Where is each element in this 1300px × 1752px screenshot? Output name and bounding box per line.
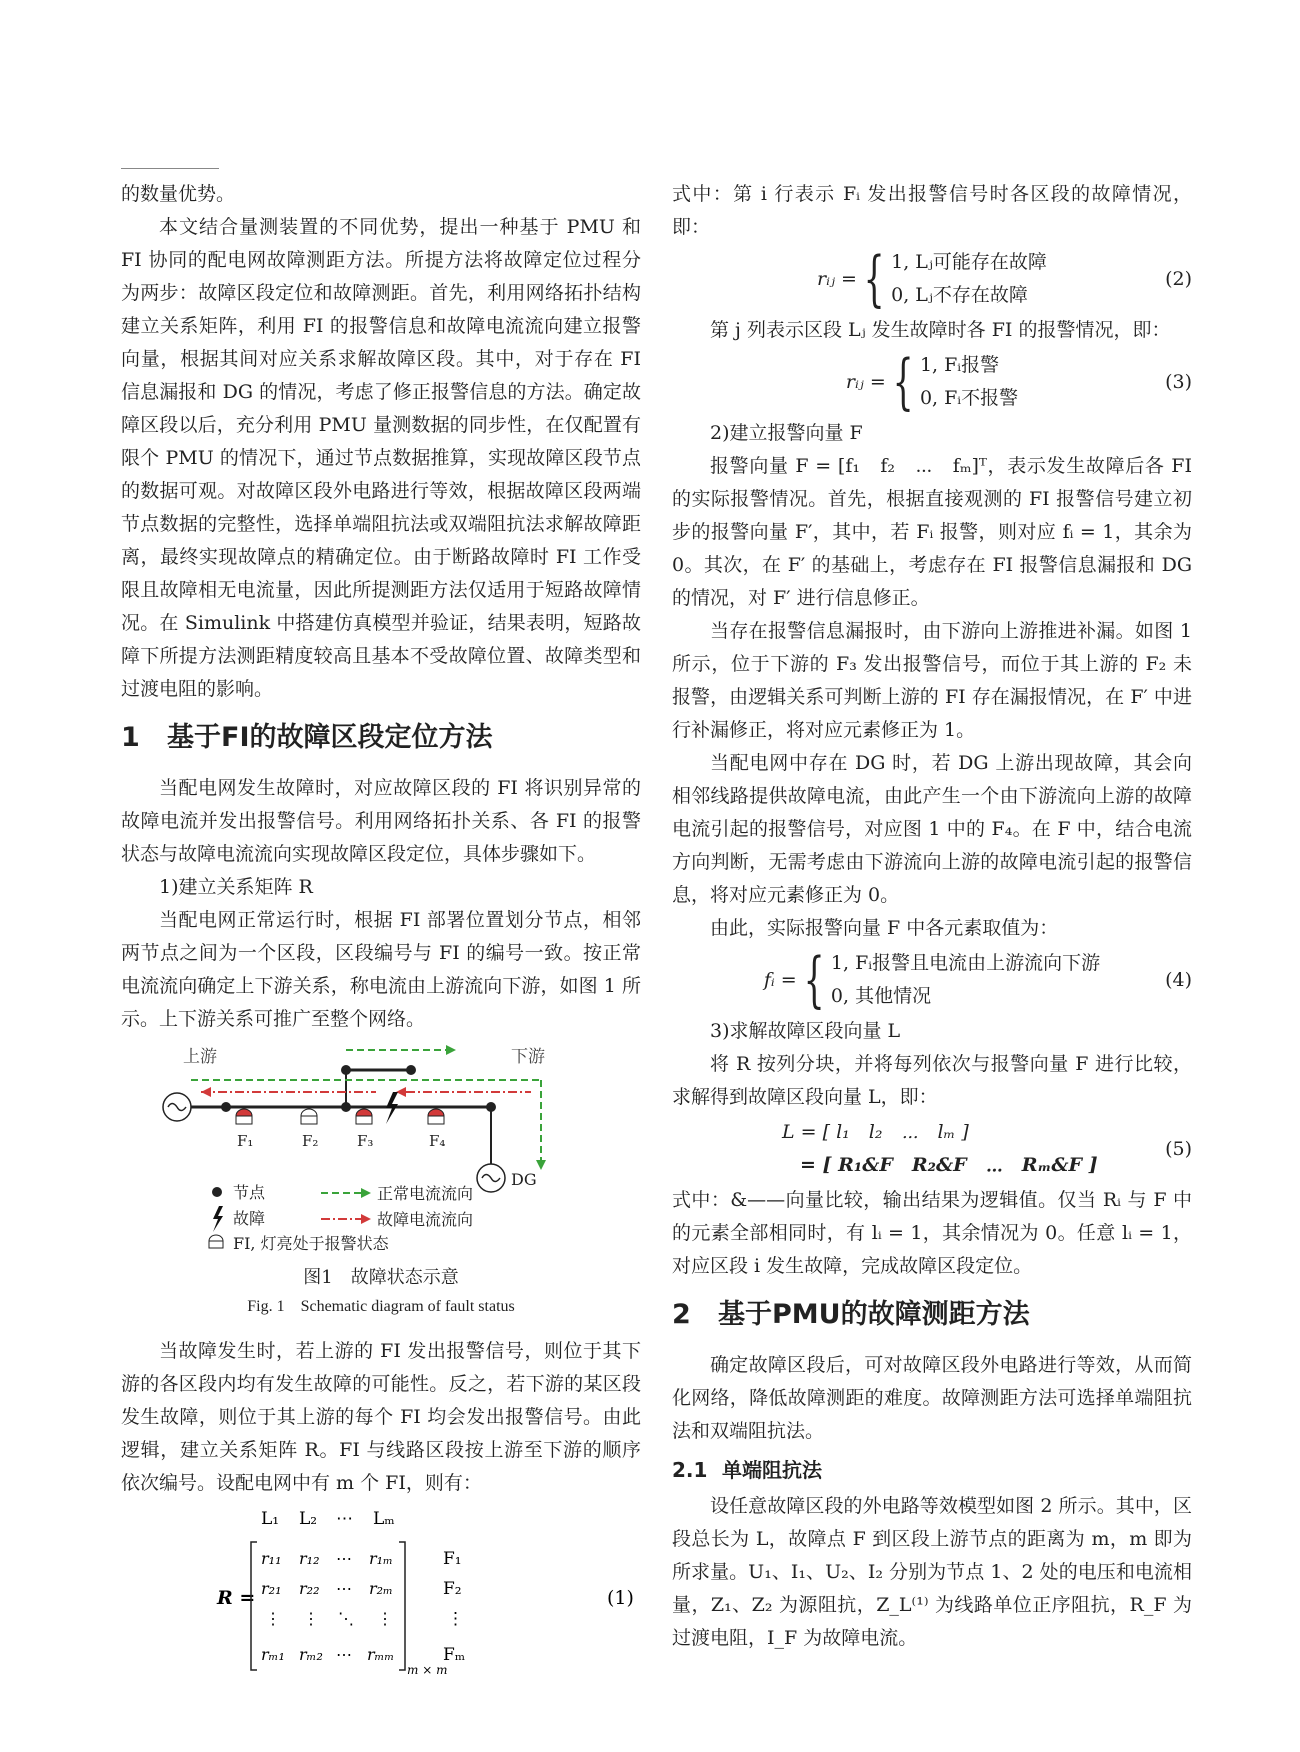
paragraph: 本文结合量测装置的不同优势，提出一种基于 PMU 和 FI 协同的配电网故障测距方法。所提方法将故障定位过程分为两步：故障区段定位和故障测距。首先，利用网络拓扑结构建立关系矩阵，利用 FI 的报警信息和故障电流流向建立报警向量，根据其间对应关系求解故障区段。其中，对于存在 FI 信息漏报和 DG 的情况，考虑了修正报警信息的方法。确定故障区段以后，充分利用 PMU 量测数据的同步性，在仅配置有限个 PMU 的情况下，通过节点数据推算，实现故障区段节点的数据可观。对故障区段外电路进行等效，根据故障区段两端节点数据的完整性，选择单端阻抗法或双端阻抗法求解故障距离，最终实现故障点的精确定位。由于断路故障时 FI 工作受限且故障相无电流量，因此所提测距方法仅适用于短路故障情况。在 Simulink 中搭建仿真模型并验证，结果表明，短路故障下所提方法测距精度较高且基本不受故障位置、故障类型和过渡电阻的影响。 — [121, 216, 641, 700]
right-column — [672, 178, 1192, 1655]
paragraph: 式中：&——向量比较，输出结果为逻辑值。仅当 Rᵢ 与 F 中的元素全部相同时，有 lᵢ = 1，其余情况为 0。任意 lᵢ = 1，对应区段 i 发生故障，完成故障区段定位。 — [672, 1189, 1192, 1277]
equation-1 — [121, 1504, 641, 1699]
legend-normal: 正常电流流向 — [377, 1184, 474, 1203]
case-line: 1, Fᵢ报警且电流由上游流向下游 — [830, 952, 1101, 974]
cases — [886, 349, 1018, 415]
equation-lhs: rᵢⱼ = — [817, 268, 857, 290]
matrix-cell: rₘₘ — [367, 1645, 395, 1664]
matrix-bracket-right — [399, 1542, 405, 1670]
paragraph: 当故障发生时，若上游的 FI 发出报警信号，则位于其下游的各区段内均有发生故障的可能性。反之，若下游的某区段发生故障，则位于其上游的每个 FI 均会发出报警信号。由此逻辑，建立关系矩阵 R。FI 与线路区段按上游至下游的顺序依次编号。设配电网中有 m 个 FI，则有： — [121, 1340, 641, 1494]
footnote-rule — [121, 168, 219, 169]
legend-fi: FI, 灯亮处于报警状态 — [233, 1234, 389, 1253]
fi-icon — [356, 1109, 372, 1124]
matrix-cell: ⋮ — [377, 1609, 393, 1628]
matrix-row-head: F₂ — [443, 1579, 462, 1599]
equation-3 — [672, 349, 1192, 415]
legend-node-icon — [212, 1187, 222, 1197]
section-number: 1 — [121, 722, 140, 753]
brace-icon: { — [803, 945, 825, 1015]
paragraph: 式中：第 i 行表示 Fᵢ 发出报警信号时各区段的故障情况，即： — [672, 183, 1192, 238]
step-heading: 1)建立关系矩阵 R — [159, 876, 313, 898]
matrix-cell: r₁₂ — [299, 1549, 320, 1568]
paragraph: 将 R 按列分块，并将每列依次与报警向量 F 进行比较，求解得到故障区段向量 L，即： — [672, 1053, 1192, 1108]
matrix-cell: ⋮ — [303, 1609, 319, 1628]
matrix-cell: r₁ₘ — [369, 1549, 393, 1568]
section-heading — [672, 1297, 1192, 1333]
matrix-cell: ⋯ — [336, 1579, 352, 1598]
fi-icon — [428, 1109, 444, 1124]
case-line: 0, 其他情况 — [830, 985, 932, 1007]
matrix-cell: r₂ₘ — [369, 1579, 393, 1598]
matrix-row-head: Fₘ — [443, 1645, 466, 1665]
dg-label: DG — [511, 1170, 537, 1189]
case-line: 1, Lⱼ可能存在故障 — [891, 251, 1047, 273]
matrix-cell: r₂₁ — [261, 1579, 282, 1598]
equation-number: (5) — [1165, 1138, 1192, 1160]
equation-number: (3) — [1165, 371, 1192, 393]
matrix-col-head: ⋯ — [336, 1509, 353, 1529]
cases — [797, 947, 1100, 1013]
left-column — [121, 178, 641, 1709]
fault-status-diagram — [121, 1042, 641, 1257]
matrix-cell: rₘ₂ — [299, 1645, 323, 1664]
downstream-label: 下游 — [511, 1047, 545, 1067]
paragraph: 第 j 列表示区段 Lⱼ 发生故障时各 FI 的报警情况，即： — [710, 319, 1171, 341]
node — [406, 1065, 416, 1075]
paragraph: 当配电网正常运行时，根据 FI 部署位置划分节点，相邻两节点之间为一个区段，区段编号与 FI 的编号一致。按正常电流流向确定上下游关系，称电流由上游流向下游，如图 1 所示。上下游关系可推广至整个网络。 — [121, 909, 641, 1030]
legend-fault-icon — [213, 1206, 223, 1232]
equation-line: L = [ l₁ l₂ ⋯ lₘ ] — [782, 1121, 969, 1143]
legend-faultflow: 故障电流流向 — [377, 1210, 474, 1229]
paragraph: 确定故障区段后，可对故障区段外电路进行等效，从而简化网络，降低故障测距的难度。故障测距方法可选择单端阻抗法和双端阻抗法。 — [672, 1354, 1192, 1442]
figure-caption-en: Fig. 1 Schematic diagram of fault status — [247, 1298, 515, 1315]
section-title: 基于FI的故障区段定位方法 — [167, 722, 493, 753]
legend-node: 节点 — [233, 1183, 266, 1202]
matrix-cell: rₘ₁ — [261, 1645, 285, 1664]
matrix-row-head: F₁ — [443, 1549, 462, 1569]
paragraph: 的数量优势。 — [121, 183, 236, 205]
case-line: 0, Fᵢ不报警 — [919, 387, 1019, 409]
brace-icon: { — [863, 244, 885, 314]
arrow-head — [361, 1188, 371, 1198]
matrix-col-head: L₂ — [299, 1509, 318, 1529]
paragraph: 当配电网中存在 DG 时，若 DG 上游出现故障，其会向相邻线路提供故障电流，由此产生一个由下游流向上游的故障电流引起的报警信号，对应图 1 中的 F₄。在 F 中，结合电流方向判断，无需考虑由下游流向上游的故障电流引起的报警信息，将对应元素修正为 0。 — [672, 752, 1192, 906]
equation-4 — [672, 947, 1192, 1013]
step-heading: 3)求解故障区段向量 L — [710, 1020, 901, 1042]
cases — [857, 246, 1047, 312]
arrow-head — [361, 1214, 371, 1224]
fi-label: F₂ — [302, 1132, 319, 1150]
fi-label: F₁ — [237, 1132, 254, 1150]
legend-fault: 故障 — [233, 1209, 266, 1228]
relation-matrix — [121, 1504, 641, 1694]
legend-fi-icon — [209, 1235, 223, 1248]
arrow-head — [536, 1160, 546, 1170]
arrow-head — [446, 1045, 456, 1055]
section-number: 2 — [672, 1299, 691, 1330]
matrix-col-head: Lₘ — [373, 1509, 395, 1529]
fi-icon — [301, 1109, 317, 1124]
figure-1 — [121, 1042, 641, 1321]
section-heading — [121, 720, 641, 756]
matrix-cell: r₁₁ — [261, 1549, 282, 1568]
matrix-cell: r₂₂ — [299, 1579, 320, 1598]
arrow-head — [201, 1087, 211, 1097]
equation-2 — [672, 246, 1192, 312]
section-title: 基于PMU的故障测距方法 — [718, 1299, 1030, 1330]
equation-line: = [ R₁&F R₂&F ⋯ Rₘ&F ] — [800, 1154, 1098, 1176]
paragraph: 报警向量 F = [f₁ f₂ ⋯ fₘ]ᵀ，表示发生故障后各 FI 的实际报警情况。首先，根据直接观测的 FI 报警信号建立初步的报警向量 F′，其中，若 Fᵢ 报警，则对应 fᵢ = 1，其余为 0。其次，在 F′ 的基础上，考虑存在 FI 报警信息漏报和 DG 的情况，对 F′ 进行信息修正。 — [672, 455, 1192, 609]
fi-label: F₃ — [357, 1132, 374, 1150]
subsection-heading — [672, 1454, 1192, 1486]
step-heading: 2)建立报警向量 F — [710, 422, 863, 444]
equation-lhs: rᵢⱼ = — [845, 371, 886, 393]
case-line: 0, Lⱼ不存在故障 — [891, 284, 1028, 306]
fi-icon — [236, 1109, 252, 1124]
case-line: 1, Fᵢ报警 — [919, 354, 1000, 376]
paragraph: 当存在报警信息漏报时，由下游向上游推进补漏。如图 1 所示，位于下游的 F₃ 发出报警信号，而位于其上游的 F₂ 未报警，由逻辑关系可判断上游的 FI 存在漏报情况，在 F′ 中进行补漏修正，将对应元素修正为 1。 — [672, 620, 1192, 741]
matrix-cell: ⋯ — [336, 1645, 352, 1664]
node — [221, 1102, 231, 1112]
paragraph: 当配电网发生故障时，对应故障区段的 FI 将识别异常的故障电流并发出报警信号。利用网络拓扑关系、各 FI 的报警状态与故障电流流向实现故障区段定位，具体步骤如下。 — [121, 777, 641, 865]
paragraph: 设任意故障区段的外电路等效模型如图 2 所示。其中，区段总长为 L，故障点 F 到区段上游节点的距离为 m，m 即为所求量。U₁、I₁、U₂、I₂ 分别为节点 1、2 处的电压和电流相量，Z₁、Z₂ 为源阻抗，Z_L⁽¹⁾ 为线路单位正序阻抗，R_F 为过渡电阻，I_F 为故障电流。 — [672, 1495, 1192, 1649]
matrix-cell: ⋯ — [336, 1549, 352, 1568]
subsection-title: 单端阻抗法 — [722, 1458, 822, 1482]
matrix-cell: ⋮ — [265, 1609, 281, 1628]
node — [341, 1102, 351, 1112]
dg-source-icon — [482, 1175, 500, 1182]
matrix-lhs: R = — [217, 1587, 256, 1609]
source-icon — [168, 1104, 186, 1111]
upstream-label: 上游 — [183, 1047, 217, 1067]
equation-number: (4) — [1165, 969, 1192, 991]
matrix-col-head: L₁ — [261, 1509, 280, 1529]
equation-5 — [672, 1116, 1192, 1182]
paragraph: 由此，实际报警向量 F 中各元素取值为： — [710, 917, 1059, 939]
fi-label: F₄ — [429, 1132, 446, 1150]
subsection-number: 2.1 — [672, 1458, 708, 1482]
brace-icon: { — [892, 347, 914, 417]
equation-lhs: fᵢ = — [763, 969, 797, 991]
matrix-size: m × m — [407, 1663, 448, 1677]
figure-caption-zh: 图1 故障状态示意 — [303, 1267, 459, 1288]
matrix-cell: ⋱ — [338, 1609, 354, 1628]
equation-number: (1) — [607, 1587, 634, 1609]
matrix-row-head: ⋮ — [447, 1609, 464, 1629]
equation-number: (2) — [1165, 268, 1192, 290]
